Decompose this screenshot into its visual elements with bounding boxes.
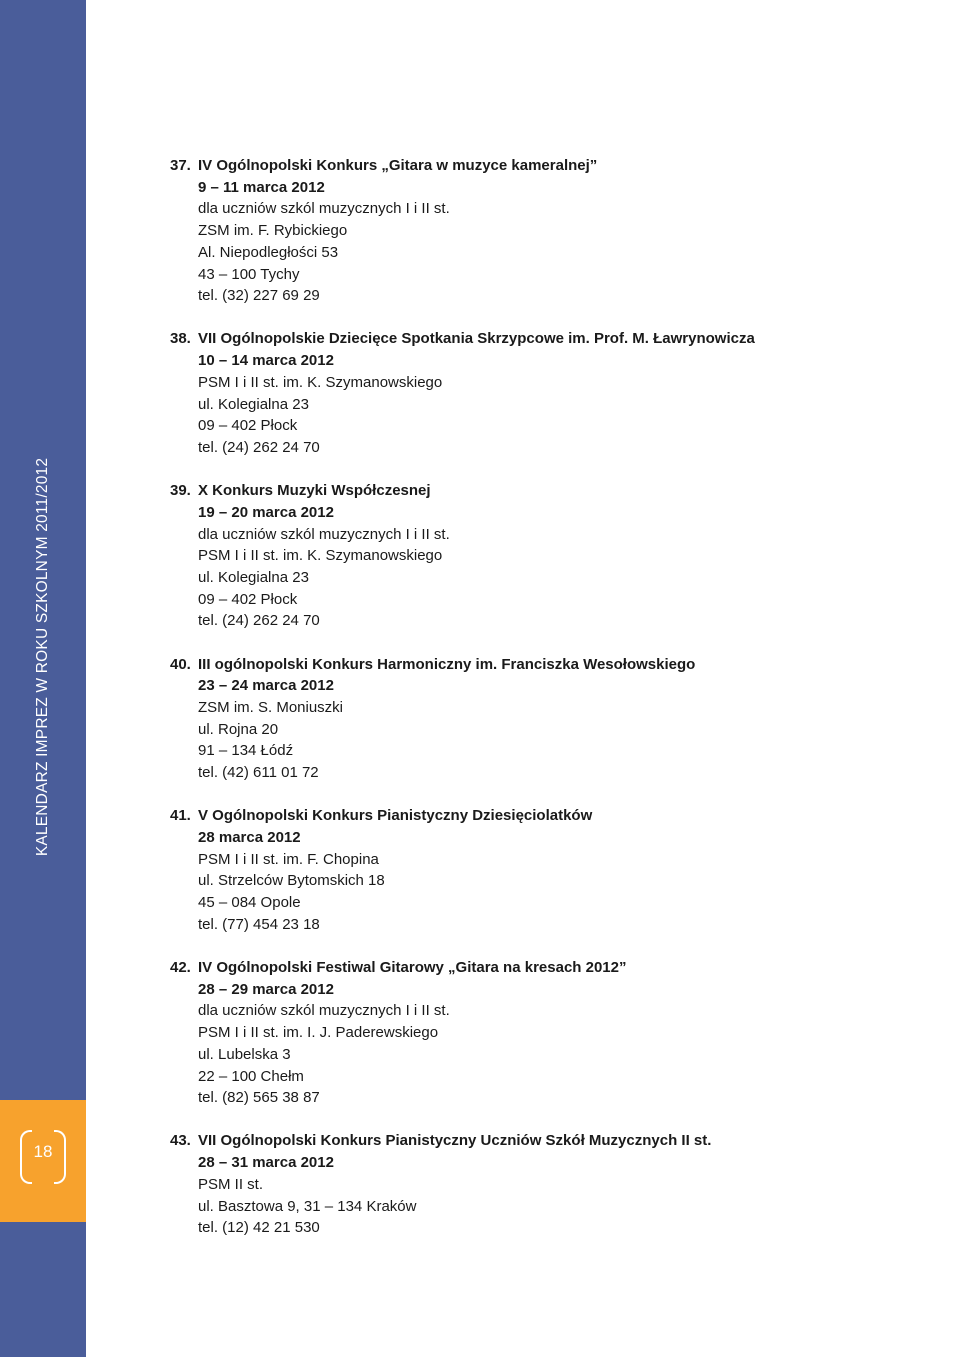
event-title: VII Ogólnopolskie Dziecięce Spotkania Skrzypcowe im. Prof. M. Ławrynowicza — [198, 330, 755, 348]
event-detail-line: tel. (82) 565 38 87 — [198, 1089, 320, 1107]
event-date: 28 marca 2012 — [198, 828, 301, 846]
event-entry — [170, 957, 930, 1109]
event-date: 28 – 31 marca 2012 — [198, 1154, 334, 1172]
event-heading — [170, 155, 930, 177]
event-number: 42. — [170, 959, 191, 976]
event-heading — [170, 328, 930, 350]
event-date: 28 – 29 marca 2012 — [198, 980, 334, 998]
event-entry — [170, 1130, 930, 1239]
event-detail-line: tel. (12) 42 21 530 — [198, 1219, 320, 1237]
event-detail-line: 91 – 134 Łódź — [198, 742, 294, 760]
event-detail-line: 45 – 084 Opole — [198, 894, 301, 912]
event-entry — [170, 480, 930, 632]
event-number: 40. — [170, 655, 191, 673]
page-number: 18 — [33, 1142, 53, 1161]
event-title: IV Ogólnopolski Festiwal Gitarowy „Gitara na kresach 2012” — [198, 959, 627, 976]
event-detail-line: dla uczniów szkól muzycznych I i II st. — [198, 525, 450, 543]
event-detail-line: Al. Niepodległości 53 — [198, 243, 339, 261]
event-detail-line: ZSM im. F. Rybickiego — [198, 222, 348, 240]
event-detail-line: PSM I i II st. im. K. Szymanowskiego — [198, 547, 443, 565]
event-number: 38. — [170, 330, 191, 348]
event-detail-line: ZSM im. S. Moniuszki — [198, 698, 344, 716]
event-detail-line: 22 – 100 Chełm — [198, 1067, 304, 1085]
event-detail-line: ul. Lubelska 3 — [198, 1045, 291, 1063]
event-number: 37. — [170, 157, 191, 174]
event-heading — [170, 957, 930, 979]
event-detail-line: PSM I i II st. im. K. Szymanowskiego — [198, 373, 443, 391]
event-detail-line: ul. Strzelców Bytomskich 18 — [198, 872, 385, 890]
event-detail-line: 43 – 100 Tychy — [198, 265, 300, 283]
event-title: III ogólnopolski Konkurs Harmoniczny im. Franciszka Wesołowskiego — [198, 655, 696, 673]
event-detail-line: tel. (32) 227 69 29 — [198, 287, 320, 305]
event-number: 43. — [170, 1132, 191, 1150]
event-detail-line: tel. (42) 611 01 72 — [198, 764, 319, 782]
event-title: VII Ogólnopolski Konkurs Pianistyczny Uczniów Szkół Muzycznych II st. — [198, 1132, 712, 1150]
event-date: 19 – 20 marca 2012 — [198, 503, 334, 521]
event-title: V Ogólnopolski Konkurs Pianistyczny Dziesięciolatków — [198, 807, 593, 825]
event-detail-line: PSM I i II st. im. F. Chopina — [198, 850, 379, 868]
event-heading — [170, 654, 930, 676]
event-title: IV Ogólnopolski Konkurs „Gitara w muzyce kameralnej” — [198, 157, 598, 174]
event-detail-line: tel. (24) 262 24 70 — [198, 438, 320, 456]
event-date: 9 – 11 marca 2012 — [198, 178, 325, 196]
event-entry — [170, 654, 930, 784]
event-detail-line: PSM II st. — [198, 1175, 264, 1193]
event-entry — [170, 155, 930, 307]
sidebar-vertical-title: KALENDARZ IMPREZ W ROKU SZKOLNYM 2011/2012 — [34, 457, 51, 857]
event-heading — [170, 1130, 930, 1152]
event-detail-line: PSM I i II st. im. I. J. Paderewskiego — [198, 1024, 439, 1042]
event-detail-line: tel. (24) 262 24 70 — [198, 612, 320, 630]
event-detail-line: 09 – 402 Płock — [198, 590, 298, 608]
event-date: 10 – 14 marca 2012 — [198, 352, 334, 370]
event-detail-line: ul. Kolegialna 23 — [198, 568, 309, 586]
page-number-box — [0, 1100, 86, 1222]
event-number: 41. — [170, 807, 191, 825]
event-list — [170, 155, 930, 1260]
event-detail-line: ul. Kolegialna 23 — [198, 395, 309, 413]
event-heading — [170, 480, 930, 502]
event-entry — [170, 805, 930, 935]
event-detail-line: dla uczniów szkól muzycznych I i II st. — [198, 200, 450, 218]
event-detail-line: ul. Rojna 20 — [198, 720, 279, 738]
event-heading — [170, 805, 930, 827]
event-detail-line: tel. (77) 454 23 18 — [198, 915, 320, 933]
event-number: 39. — [170, 482, 191, 500]
event-title: X Konkurs Muzyki Współczesnej — [198, 482, 431, 500]
event-detail-line: ul. Basztowa 9, 31 – 134 Kraków — [198, 1197, 417, 1215]
event-detail-line: dla uczniów szkól muzycznych I i II st. — [198, 1002, 450, 1020]
event-date: 23 – 24 marca 2012 — [198, 677, 334, 695]
event-detail-line: 09 – 402 Płock — [198, 417, 298, 435]
event-entry — [170, 328, 930, 458]
